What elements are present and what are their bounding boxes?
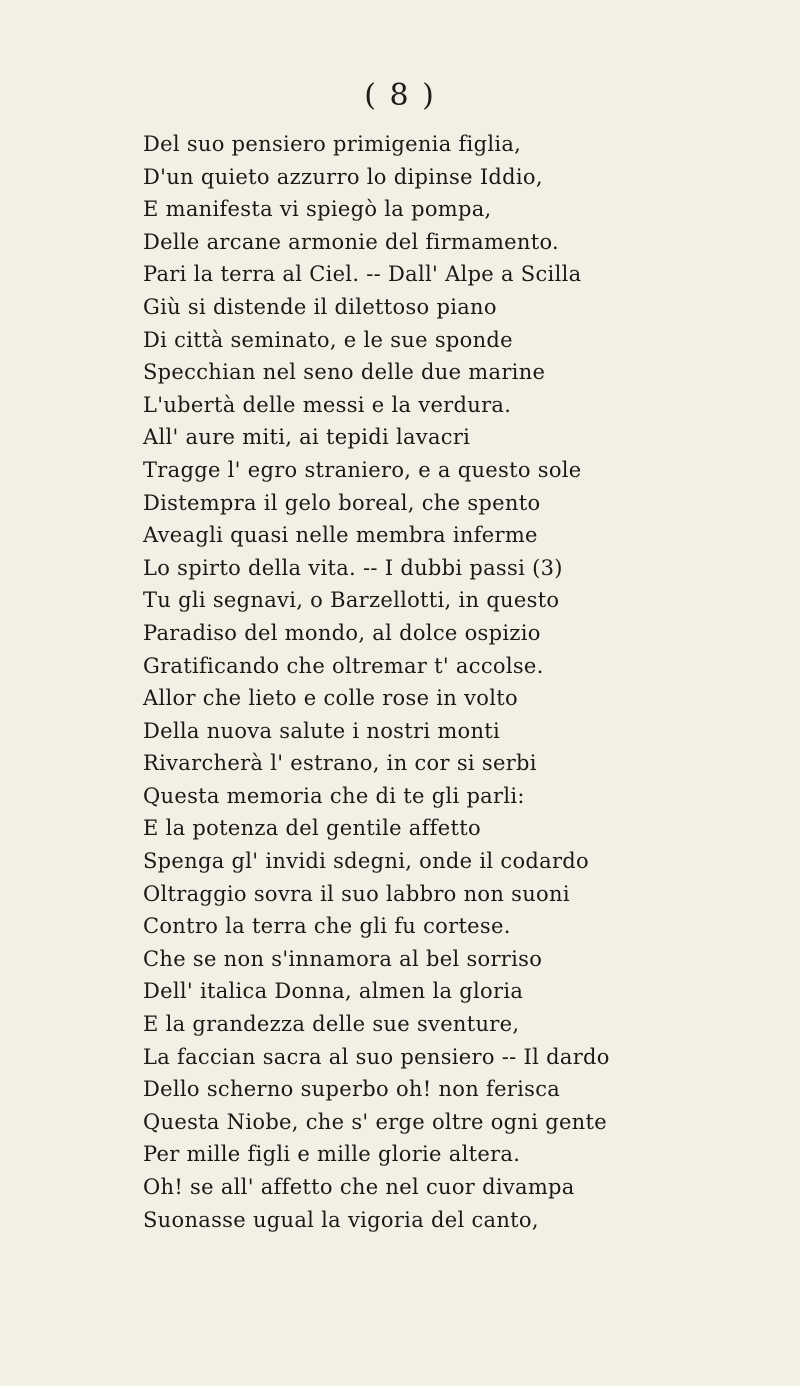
poem-line: Tu gli segnavi, o Barzellotti, in questo xyxy=(143,588,560,613)
poem-line: E la potenza del gentile affetto xyxy=(143,816,481,841)
poem-line: Questa memoria che di te gli parli: xyxy=(143,783,525,808)
poem-line: E manifesta vi spiegò la pompa, xyxy=(143,197,492,222)
poem-line: All' aure miti, ai tepidi lavacri xyxy=(143,425,471,450)
poem-line: Del suo pensiero primigenia figlia, xyxy=(143,132,522,156)
poem-line: Di città seminato, e le sue sponde xyxy=(143,327,513,352)
page-number: ( 8 ) xyxy=(364,78,436,113)
poem-line: Gratificando che oltremar t' accolse. xyxy=(143,653,544,678)
poem-line: La faccian sacra al suo pensiero -- Il dardo xyxy=(143,1044,610,1069)
poem-line: Delle arcane armonie del firmamento. xyxy=(143,229,560,254)
poem-line: Lo spirto della vita. -- I dubbi passi (3) xyxy=(143,555,563,580)
poem-line: L'ubertà delle messi e la verdura. xyxy=(143,392,512,417)
poem-line: Rivarcherà l' estrano, in cor si serbi xyxy=(143,751,537,776)
poem-text xyxy=(143,128,783,1236)
poem-line: Per mille figli e mille glorie altera. xyxy=(143,1142,521,1167)
poem-line: D'un quieto azzurro lo dipinse Iddio, xyxy=(143,164,543,189)
poem-line: Distempra il gelo boreal, che spento xyxy=(143,490,541,515)
poem-line: Dello scherno superbo oh! non ferisca xyxy=(143,1077,561,1102)
poem-line: Questa Niobe, che s' erge oltre ogni gente xyxy=(143,1109,607,1134)
poem-line: Che se non s'innamora al bel sorriso xyxy=(143,946,543,971)
poem-line: Contro la terra che gli fu cortese. xyxy=(143,914,511,939)
poem-line: Spenga gl' invidi sdegni, onde il codardo xyxy=(143,849,589,874)
poem-line: Dell' italica Donna, almen la gloria xyxy=(143,979,524,1004)
poem-line: Della nuova salute i nostri monti xyxy=(143,718,501,743)
poem-line: Paradiso del mondo, al dolce ospizio xyxy=(143,620,541,645)
poem-line: Aveagli quasi nelle membra inferme xyxy=(143,523,538,548)
poem-line: Oh! se all' affetto che nel cuor divampa xyxy=(143,1175,575,1199)
poem-line: Suonasse ugual la vigoria del canto, xyxy=(143,1207,539,1232)
poem-line: Tragge l' egro straniero, e a questo sole xyxy=(143,457,582,482)
poem-line: Giù si distende il dilettoso piano xyxy=(143,294,497,319)
poem-line: Oltraggio sovra il suo labbro non suoni xyxy=(143,881,570,906)
poem-line: Pari la terra al Ciel. -- Dall' Alpe a Scilla xyxy=(143,262,582,287)
poem-line: E la grandezza delle sue sventure, xyxy=(143,1012,520,1037)
poem-line: Allor che lieto e colle rose in volto xyxy=(143,686,518,711)
poem-line: Specchian nel seno delle due marine xyxy=(143,360,546,385)
